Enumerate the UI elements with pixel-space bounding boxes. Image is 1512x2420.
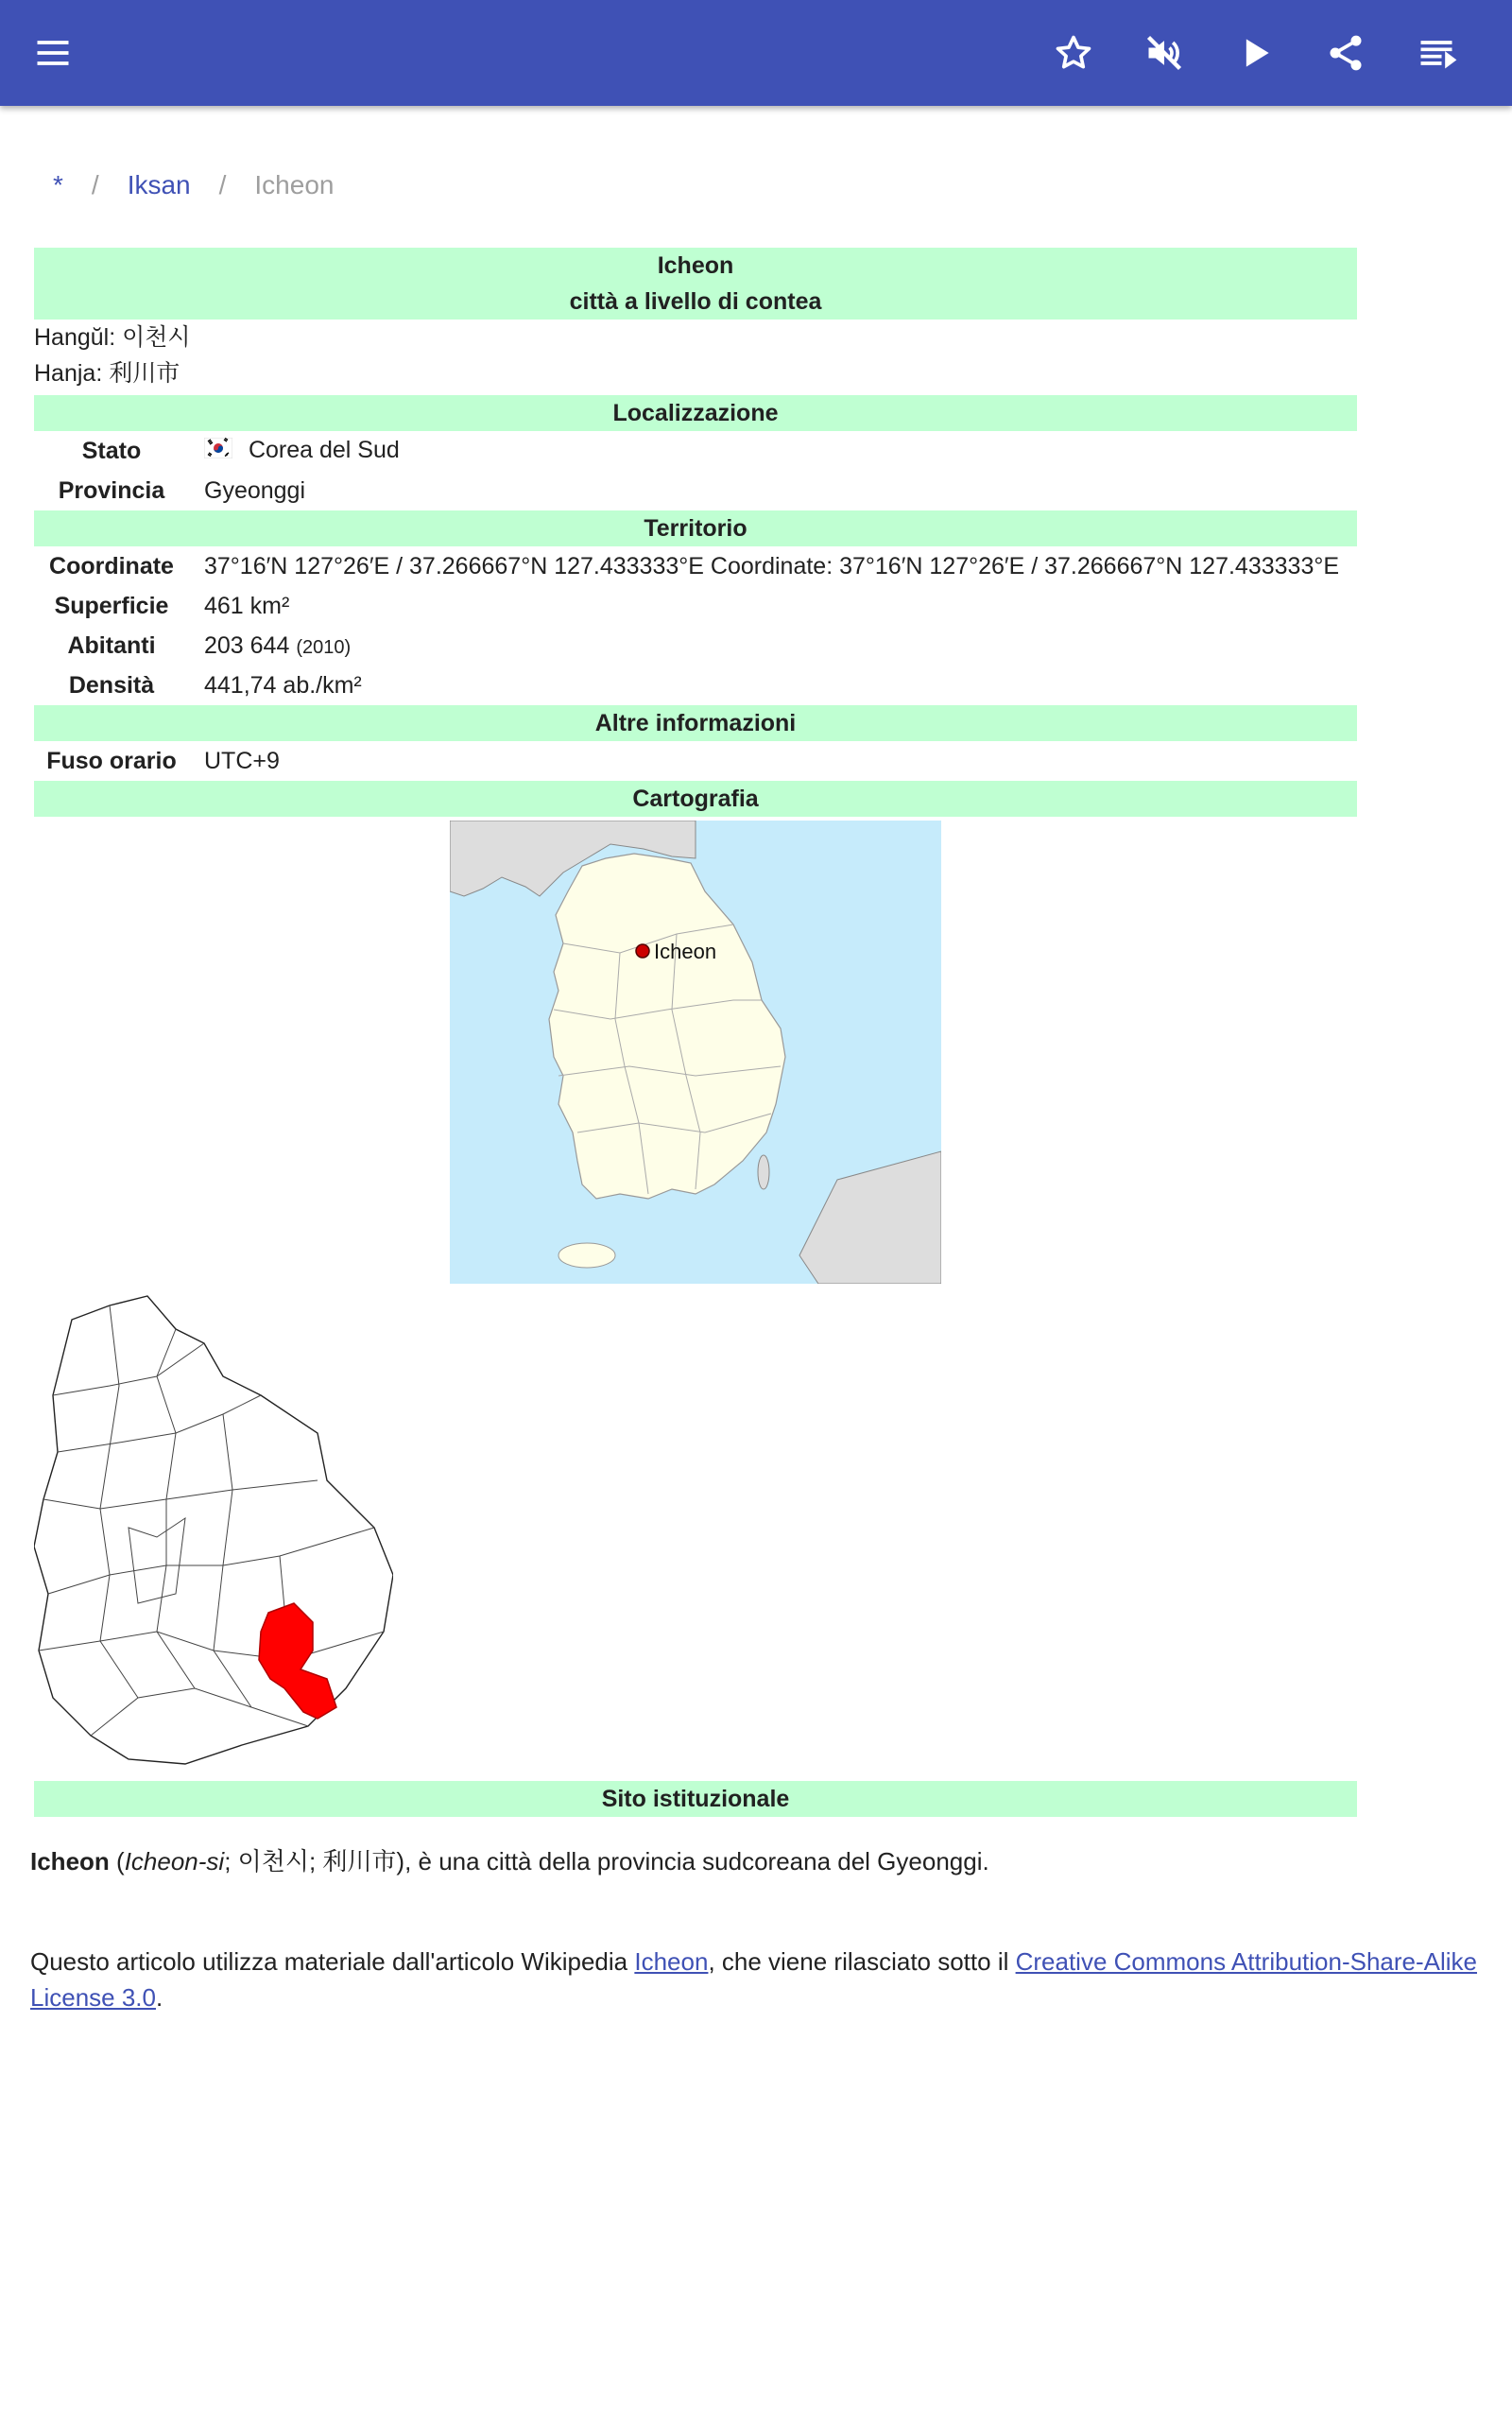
article-rest: ; 이천시; 利川市), è una città della provincia sudcoreana del Gyeonggi. bbox=[224, 1847, 989, 1876]
row-abitanti bbox=[34, 626, 1357, 666]
superficie-label: Superficie bbox=[54, 592, 169, 619]
densita-label: Densità bbox=[68, 671, 155, 699]
stato-value-cell bbox=[189, 437, 400, 465]
infobox-title: Icheon bbox=[657, 252, 734, 279]
abitanti-label: Abitanti bbox=[67, 631, 156, 659]
row-fuso-orario bbox=[34, 741, 1357, 781]
row-stato bbox=[34, 431, 1357, 471]
section-sito-istituzionale: Sito istituzionale bbox=[34, 1781, 1357, 1817]
infobox-subtitle: città a livello di contea bbox=[569, 288, 822, 315]
fuso-value[interactable]: UTC+9 bbox=[204, 747, 280, 774]
star-icon[interactable] bbox=[1041, 21, 1106, 85]
breadcrumb bbox=[53, 170, 334, 200]
breadcrumb-separator: / bbox=[218, 170, 227, 199]
south-korea-flag-icon bbox=[204, 438, 232, 465]
breadcrumb-root-link[interactable]: * bbox=[53, 170, 63, 199]
coordinate-label: Coordinate bbox=[49, 552, 174, 579]
superficie-value: 461 km² bbox=[204, 592, 290, 619]
abitanti-value: 203 644 bbox=[204, 631, 290, 659]
hanja-line: Hanja: 利川市 bbox=[34, 360, 180, 387]
provincia-label: Provincia bbox=[58, 476, 165, 504]
menu-icon[interactable] bbox=[21, 21, 85, 85]
breadcrumb-parent-link[interactable]: Iksan bbox=[127, 170, 191, 199]
attribution bbox=[30, 1944, 1495, 2015]
abitanti-value-cell bbox=[189, 632, 351, 660]
infobox-title-header bbox=[34, 248, 1357, 320]
south-korea-location-map[interactable] bbox=[450, 821, 941, 1284]
abitanti-year: (2010) bbox=[296, 636, 352, 658]
coordinate-value[interactable]: 37°16′N 127°26′E / 37.266667°N 127.433333°E Coordinate: 37°16′N 127°26′E / 37.266667°N 127.433333°E bbox=[204, 552, 1340, 579]
playlist-icon[interactable] bbox=[1404, 21, 1469, 85]
attrib-part2: , che viene rilasciato sotto il bbox=[708, 1947, 1016, 1976]
app-bar bbox=[0, 0, 1512, 106]
article-name-bold: Icheon bbox=[30, 1847, 110, 1876]
map-container bbox=[34, 817, 1357, 1280]
article-romanized: Icheon-si bbox=[124, 1847, 225, 1876]
provincia-value[interactable]: Gyeonggi bbox=[204, 476, 306, 504]
wikipedia-article-link[interactable]: Icheon bbox=[634, 1947, 709, 1976]
map-marker-label: Icheon bbox=[654, 940, 717, 963]
gyeonggi-province-map[interactable] bbox=[34, 1291, 393, 1773]
article-content bbox=[30, 1843, 1495, 2015]
attrib-part1: Questo articolo utilizza materiale dall'articolo Wikipedia bbox=[30, 1947, 635, 1976]
attrib-end: . bbox=[155, 1983, 163, 2012]
section-altre-informazioni: Altre informazioni bbox=[34, 705, 1357, 741]
stato-value[interactable]: Corea del Sud bbox=[248, 437, 400, 464]
article-intro bbox=[30, 1843, 1495, 1879]
section-localizzazione: Localizzazione bbox=[34, 395, 1357, 431]
play-icon[interactable] bbox=[1223, 21, 1287, 85]
hangul-line: Hangŭl: 이천시 bbox=[34, 324, 191, 351]
densita-value: 441,74 ab./km² bbox=[204, 671, 362, 699]
row-superficie bbox=[34, 586, 1357, 626]
row-densita bbox=[34, 666, 1357, 705]
icheon-marker-icon bbox=[636, 944, 649, 958]
row-coordinate bbox=[34, 546, 1357, 586]
breadcrumb-separator: / bbox=[91, 170, 99, 199]
stato-label: Stato bbox=[81, 437, 142, 464]
license-link[interactable]: Creative Commons Attribution-Share-Alike License 3.0 bbox=[30, 1947, 1478, 2012]
section-territorio: Territorio bbox=[34, 510, 1357, 546]
volume-off-icon[interactable] bbox=[1132, 21, 1196, 85]
article-paren-open: ( bbox=[109, 1847, 125, 1876]
row-provincia bbox=[34, 471, 1357, 510]
share-icon[interactable] bbox=[1314, 21, 1378, 85]
breadcrumb-current: Icheon bbox=[254, 170, 335, 199]
section-cartografia: Cartografia bbox=[34, 781, 1357, 817]
fuso-label: Fuso orario bbox=[46, 747, 177, 774]
infobox bbox=[34, 248, 1357, 1817]
